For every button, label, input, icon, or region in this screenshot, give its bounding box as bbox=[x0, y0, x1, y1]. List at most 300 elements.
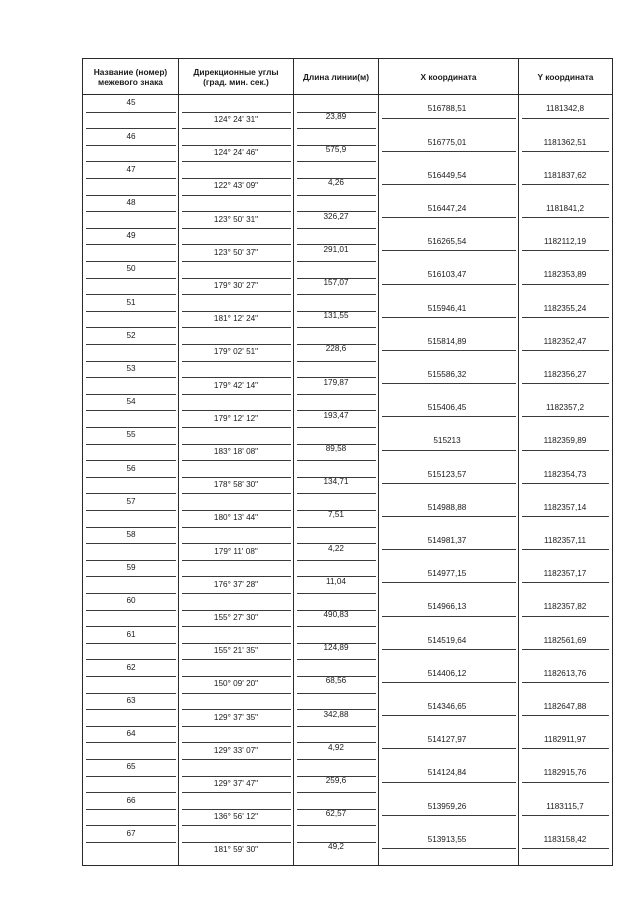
row-divider bbox=[297, 626, 376, 627]
row-divider bbox=[382, 616, 516, 617]
row-divider bbox=[382, 350, 516, 351]
header-x: X координата bbox=[379, 59, 519, 95]
row-divider bbox=[86, 444, 176, 445]
point-name: 61 bbox=[126, 629, 136, 639]
row-divider bbox=[86, 228, 176, 229]
row-divider bbox=[297, 394, 376, 395]
row-divider bbox=[297, 145, 376, 146]
row-divider bbox=[86, 145, 176, 146]
row-divider bbox=[297, 327, 376, 328]
row-divider bbox=[182, 261, 291, 262]
point-name: 51 bbox=[126, 297, 136, 307]
point-y: 1182354,73 bbox=[543, 469, 587, 479]
row-divider bbox=[297, 427, 376, 428]
row-divider bbox=[297, 693, 376, 694]
row-divider bbox=[86, 278, 176, 279]
point-x: 514981,37 bbox=[427, 535, 467, 545]
segment-angle: 136° 56' 12" bbox=[213, 812, 259, 822]
row-divider bbox=[182, 344, 291, 345]
row-divider bbox=[86, 161, 176, 162]
segment-length: 62,57 bbox=[325, 809, 347, 819]
row-divider bbox=[522, 350, 609, 351]
segment-length: 179,87 bbox=[323, 377, 349, 387]
segment-length: 575,9 bbox=[325, 145, 347, 155]
row-divider bbox=[297, 709, 376, 710]
row-divider bbox=[522, 217, 609, 218]
row-divider bbox=[182, 211, 291, 212]
row-divider bbox=[382, 483, 516, 484]
row-divider bbox=[86, 610, 176, 611]
segment-angle: 181° 12' 24" bbox=[213, 314, 259, 324]
row-divider bbox=[182, 444, 291, 445]
point-x: 516449,54 bbox=[427, 170, 467, 180]
row-divider bbox=[86, 759, 176, 760]
row-divider bbox=[522, 250, 609, 251]
row-divider bbox=[522, 317, 609, 318]
point-x: 514127,97 bbox=[427, 735, 467, 745]
row-divider bbox=[182, 361, 291, 362]
row-divider bbox=[382, 848, 516, 849]
segment-length: 23,89 bbox=[325, 111, 347, 121]
segment-angle: 179° 02' 51" bbox=[213, 347, 259, 357]
row-divider bbox=[382, 516, 516, 517]
row-divider bbox=[297, 493, 376, 494]
segment-length: 89,58 bbox=[325, 443, 347, 453]
segment-length: 131,55 bbox=[323, 311, 349, 321]
row-divider bbox=[86, 726, 176, 727]
header-y: Y координата bbox=[519, 59, 612, 95]
segment-length: 228,6 bbox=[325, 344, 347, 354]
row-divider bbox=[86, 809, 176, 810]
point-x: 513913,55 bbox=[427, 834, 467, 844]
row-divider bbox=[382, 782, 516, 783]
point-y: 1182647,88 bbox=[543, 701, 587, 711]
row-divider bbox=[522, 416, 609, 417]
row-divider bbox=[182, 427, 291, 428]
point-x: 515946,41 bbox=[427, 303, 467, 313]
row-divider bbox=[297, 161, 376, 162]
row-divider bbox=[86, 128, 176, 129]
row-divider bbox=[297, 543, 376, 544]
point-x: 514406,12 bbox=[427, 668, 467, 678]
row-divider bbox=[522, 450, 609, 451]
row-divider bbox=[86, 294, 176, 295]
point-y: 1182357,14 bbox=[543, 502, 587, 512]
row-divider bbox=[86, 178, 176, 179]
segment-angle: 178° 58' 30" bbox=[213, 480, 259, 490]
row-divider bbox=[86, 344, 176, 345]
row-divider bbox=[522, 151, 609, 152]
row-divider bbox=[297, 211, 376, 212]
segment-length: 68,56 bbox=[325, 676, 347, 686]
point-name: 59 bbox=[126, 563, 136, 573]
row-divider bbox=[86, 427, 176, 428]
segment-angle: 179° 42' 14" bbox=[213, 380, 259, 390]
row-divider bbox=[297, 311, 376, 312]
point-x: 515814,89 bbox=[427, 336, 467, 346]
segment-length: 342,88 bbox=[323, 709, 349, 719]
point-y: 1181841,2 bbox=[545, 203, 585, 213]
point-name: 49 bbox=[126, 231, 136, 241]
row-divider bbox=[182, 228, 291, 229]
row-divider bbox=[86, 377, 176, 378]
row-divider bbox=[297, 178, 376, 179]
point-name: 50 bbox=[126, 264, 136, 274]
row-divider bbox=[182, 294, 291, 295]
row-divider bbox=[522, 782, 609, 783]
row-divider bbox=[297, 610, 376, 611]
row-divider bbox=[297, 825, 376, 826]
segment-length: 134,71 bbox=[323, 477, 349, 487]
row-divider bbox=[522, 284, 609, 285]
segment-angle: 150° 09' 20" bbox=[213, 679, 259, 689]
row-divider bbox=[86, 311, 176, 312]
row-divider bbox=[297, 377, 376, 378]
row-divider bbox=[297, 560, 376, 561]
row-divider bbox=[182, 145, 291, 146]
header-angle: Дирекционные углы (град. мин. сек.) bbox=[179, 59, 294, 95]
row-divider bbox=[297, 460, 376, 461]
row-divider bbox=[297, 759, 376, 760]
row-divider bbox=[182, 643, 291, 644]
segment-length: 490,83 bbox=[323, 609, 349, 619]
segment-length: 11,04 bbox=[326, 576, 346, 586]
row-divider bbox=[86, 543, 176, 544]
point-name: 64 bbox=[126, 729, 136, 739]
row-divider bbox=[382, 118, 516, 119]
row-divider bbox=[182, 742, 291, 743]
row-divider bbox=[382, 217, 516, 218]
header-name: Название (номер) межевого знака bbox=[83, 59, 179, 95]
row-divider bbox=[86, 195, 176, 196]
row-divider bbox=[86, 560, 176, 561]
point-x: 516775,01 bbox=[427, 137, 467, 147]
point-x: 515586,32 bbox=[427, 369, 467, 379]
point-y: 1182112,19 bbox=[543, 237, 587, 247]
segment-angle: 181° 59' 30" bbox=[213, 845, 259, 855]
row-divider bbox=[297, 676, 376, 677]
point-y: 1182561,69 bbox=[543, 635, 587, 645]
row-divider bbox=[522, 649, 609, 650]
segment-length: 4,26 bbox=[328, 178, 344, 188]
row-divider bbox=[297, 228, 376, 229]
point-name: 66 bbox=[126, 795, 136, 805]
row-divider bbox=[86, 825, 176, 826]
point-x: 514519,64 bbox=[427, 635, 467, 645]
segment-angle: 183° 18' 08" bbox=[213, 446, 259, 456]
row-divider bbox=[86, 477, 176, 478]
row-divider bbox=[86, 792, 176, 793]
row-divider bbox=[382, 250, 516, 251]
row-divider bbox=[297, 128, 376, 129]
row-divider bbox=[297, 659, 376, 660]
row-divider bbox=[182, 759, 291, 760]
row-divider bbox=[182, 394, 291, 395]
point-name: 60 bbox=[126, 596, 136, 606]
row-divider bbox=[297, 643, 376, 644]
point-x: 514977,15 bbox=[427, 569, 467, 579]
point-x: 516265,54 bbox=[427, 237, 467, 247]
row-divider bbox=[182, 543, 291, 544]
row-divider bbox=[86, 244, 176, 245]
point-name: 62 bbox=[126, 662, 136, 672]
row-divider bbox=[522, 516, 609, 517]
segment-angle: 129° 37' 35" bbox=[213, 712, 259, 722]
row-divider bbox=[182, 327, 291, 328]
row-divider bbox=[182, 477, 291, 478]
segment-length: 124,89 bbox=[323, 643, 349, 653]
point-name: 63 bbox=[126, 695, 136, 705]
point-y: 1182357,2 bbox=[545, 403, 585, 413]
row-divider bbox=[382, 151, 516, 152]
row-divider bbox=[297, 294, 376, 295]
row-divider bbox=[297, 477, 376, 478]
row-divider bbox=[182, 709, 291, 710]
column-divider bbox=[293, 95, 294, 865]
row-divider bbox=[522, 748, 609, 749]
row-divider bbox=[382, 317, 516, 318]
column-divider bbox=[178, 95, 179, 865]
row-divider bbox=[522, 815, 609, 816]
row-divider bbox=[86, 693, 176, 694]
point-name: 47 bbox=[126, 164, 136, 174]
row-divider bbox=[86, 626, 176, 627]
row-divider bbox=[297, 195, 376, 196]
coordinates-table bbox=[82, 58, 613, 866]
row-divider bbox=[382, 715, 516, 716]
segment-angle: 123° 50' 31" bbox=[213, 214, 259, 224]
segment-length: 291,01 bbox=[323, 244, 349, 254]
point-y: 1182915,76 bbox=[543, 768, 587, 778]
point-x: 515123,57 bbox=[427, 469, 467, 479]
row-divider bbox=[86, 527, 176, 528]
segment-angle: 179° 12' 12" bbox=[213, 413, 259, 423]
row-divider bbox=[182, 195, 291, 196]
segment-angle: 155° 21' 35" bbox=[213, 646, 259, 656]
row-divider bbox=[382, 284, 516, 285]
row-divider bbox=[182, 792, 291, 793]
row-divider bbox=[86, 327, 176, 328]
segment-angle: 124° 24' 46" bbox=[213, 148, 259, 158]
row-divider bbox=[86, 394, 176, 395]
point-x: 516788,51 bbox=[427, 104, 467, 114]
column-divider bbox=[378, 95, 379, 865]
row-divider bbox=[182, 377, 291, 378]
point-y: 1182356,27 bbox=[543, 369, 587, 379]
segment-length: 326,27 bbox=[323, 211, 349, 221]
point-x: 515213 bbox=[433, 436, 461, 446]
point-name: 55 bbox=[126, 430, 136, 440]
row-divider bbox=[182, 842, 291, 843]
row-divider bbox=[86, 460, 176, 461]
row-divider bbox=[86, 576, 176, 577]
segment-angle: 129° 33' 07" bbox=[213, 745, 259, 755]
row-divider bbox=[182, 776, 291, 777]
segment-angle: 124° 24' 31" bbox=[213, 114, 259, 124]
row-divider bbox=[382, 748, 516, 749]
row-divider bbox=[182, 244, 291, 245]
row-divider bbox=[522, 582, 609, 583]
row-divider bbox=[382, 582, 516, 583]
point-x: 513959,26 bbox=[427, 801, 467, 811]
row-divider bbox=[86, 842, 176, 843]
point-y: 1181342,8 bbox=[545, 104, 585, 114]
segment-angle: 179° 11' 08" bbox=[214, 546, 258, 556]
row-divider bbox=[382, 184, 516, 185]
row-divider bbox=[182, 659, 291, 660]
point-y: 1181837,62 bbox=[543, 170, 587, 180]
point-name: 46 bbox=[126, 131, 136, 141]
point-y: 1182355,24 bbox=[543, 303, 587, 313]
point-y: 1182357,11 bbox=[543, 535, 587, 545]
row-divider bbox=[182, 809, 291, 810]
row-divider bbox=[182, 493, 291, 494]
row-divider bbox=[86, 659, 176, 660]
segment-angle: 155° 27' 30" bbox=[213, 612, 259, 622]
row-divider bbox=[86, 261, 176, 262]
row-divider bbox=[297, 792, 376, 793]
row-divider bbox=[86, 112, 176, 113]
row-divider bbox=[86, 643, 176, 644]
point-y: 1182357,82 bbox=[543, 602, 587, 612]
row-divider bbox=[297, 842, 376, 843]
row-divider bbox=[382, 450, 516, 451]
row-divider bbox=[522, 383, 609, 384]
row-divider bbox=[86, 211, 176, 212]
point-y: 1182613,76 bbox=[543, 668, 587, 678]
segment-angle: 122° 43' 09" bbox=[213, 181, 259, 191]
row-divider bbox=[86, 410, 176, 411]
row-divider bbox=[182, 610, 291, 611]
point-name: 53 bbox=[126, 363, 136, 373]
row-divider bbox=[297, 726, 376, 727]
row-divider bbox=[182, 693, 291, 694]
segment-length: 193,47 bbox=[323, 410, 349, 420]
segment-length: 157,07 bbox=[323, 277, 349, 287]
row-divider bbox=[297, 742, 376, 743]
row-divider bbox=[382, 815, 516, 816]
row-divider bbox=[522, 848, 609, 849]
segment-length: 4,22 bbox=[328, 543, 344, 553]
point-name: 48 bbox=[126, 197, 136, 207]
row-divider bbox=[382, 682, 516, 683]
row-divider bbox=[297, 576, 376, 577]
row-divider bbox=[86, 510, 176, 511]
segment-length: 49,2 bbox=[328, 842, 344, 852]
point-y: 1183158,42 bbox=[543, 834, 587, 844]
row-divider bbox=[522, 549, 609, 550]
row-divider bbox=[382, 549, 516, 550]
row-divider bbox=[297, 444, 376, 445]
row-divider bbox=[522, 184, 609, 185]
row-divider bbox=[86, 676, 176, 677]
row-divider bbox=[182, 825, 291, 826]
point-y: 1181362,51 bbox=[543, 137, 587, 147]
row-divider bbox=[297, 510, 376, 511]
point-y: 1182911,97 bbox=[543, 735, 587, 745]
point-y: 1182352,47 bbox=[543, 336, 587, 346]
row-divider bbox=[297, 361, 376, 362]
row-divider bbox=[522, 118, 609, 119]
row-divider bbox=[86, 776, 176, 777]
segment-length: 4,92 bbox=[328, 742, 344, 752]
row-divider bbox=[522, 682, 609, 683]
row-divider bbox=[182, 576, 291, 577]
row-divider bbox=[182, 178, 291, 179]
point-name: 58 bbox=[126, 529, 136, 539]
row-divider bbox=[182, 510, 291, 511]
point-name: 57 bbox=[126, 496, 136, 506]
row-divider bbox=[297, 278, 376, 279]
row-divider bbox=[182, 278, 291, 279]
segment-length: 7,51 bbox=[328, 510, 344, 520]
row-divider bbox=[86, 361, 176, 362]
row-divider bbox=[297, 527, 376, 528]
segment-angle: 129° 37' 47" bbox=[213, 778, 259, 788]
point-name: 56 bbox=[126, 463, 136, 473]
point-x: 514124,84 bbox=[427, 768, 467, 778]
row-divider bbox=[522, 715, 609, 716]
point-x: 515406,45 bbox=[427, 403, 467, 413]
row-divider bbox=[382, 416, 516, 417]
segment-angle: 180° 13' 44" bbox=[213, 513, 259, 523]
header-length: Длина линии(м) bbox=[294, 59, 379, 95]
row-divider bbox=[382, 649, 516, 650]
row-divider bbox=[182, 460, 291, 461]
point-y: 1183115,7 bbox=[546, 801, 584, 811]
row-divider bbox=[182, 560, 291, 561]
row-divider bbox=[182, 161, 291, 162]
row-divider bbox=[86, 493, 176, 494]
point-y: 1182353,89 bbox=[543, 270, 587, 280]
row-divider bbox=[522, 483, 609, 484]
point-name: 52 bbox=[126, 330, 136, 340]
point-name: 45 bbox=[126, 98, 136, 108]
row-divider bbox=[86, 593, 176, 594]
row-divider bbox=[297, 809, 376, 810]
point-name: 65 bbox=[126, 762, 136, 772]
segment-angle: 179° 30' 27" bbox=[213, 280, 259, 290]
row-divider bbox=[86, 709, 176, 710]
point-name: 54 bbox=[126, 397, 136, 407]
row-divider bbox=[522, 616, 609, 617]
point-name: 67 bbox=[126, 828, 136, 838]
row-divider bbox=[182, 410, 291, 411]
row-divider bbox=[182, 311, 291, 312]
row-divider bbox=[382, 383, 516, 384]
point-x: 514346,65 bbox=[427, 701, 467, 711]
segment-angle: 123° 50' 37" bbox=[213, 247, 259, 257]
point-x: 514966,13 bbox=[427, 602, 467, 612]
row-divider bbox=[297, 261, 376, 262]
row-divider bbox=[86, 742, 176, 743]
row-divider bbox=[297, 410, 376, 411]
row-divider bbox=[297, 593, 376, 594]
point-y: 1182359,89 bbox=[543, 436, 587, 446]
point-y: 1182357,17 bbox=[543, 569, 587, 579]
row-divider bbox=[182, 527, 291, 528]
row-divider bbox=[182, 626, 291, 627]
row-divider bbox=[182, 128, 291, 129]
point-x: 516447,24 bbox=[427, 203, 467, 213]
row-divider bbox=[182, 593, 291, 594]
row-divider bbox=[297, 344, 376, 345]
row-divider bbox=[182, 112, 291, 113]
row-divider bbox=[182, 726, 291, 727]
segment-length: 259,6 bbox=[325, 775, 347, 785]
point-x: 516103,47 bbox=[427, 270, 467, 280]
row-divider bbox=[297, 112, 376, 113]
